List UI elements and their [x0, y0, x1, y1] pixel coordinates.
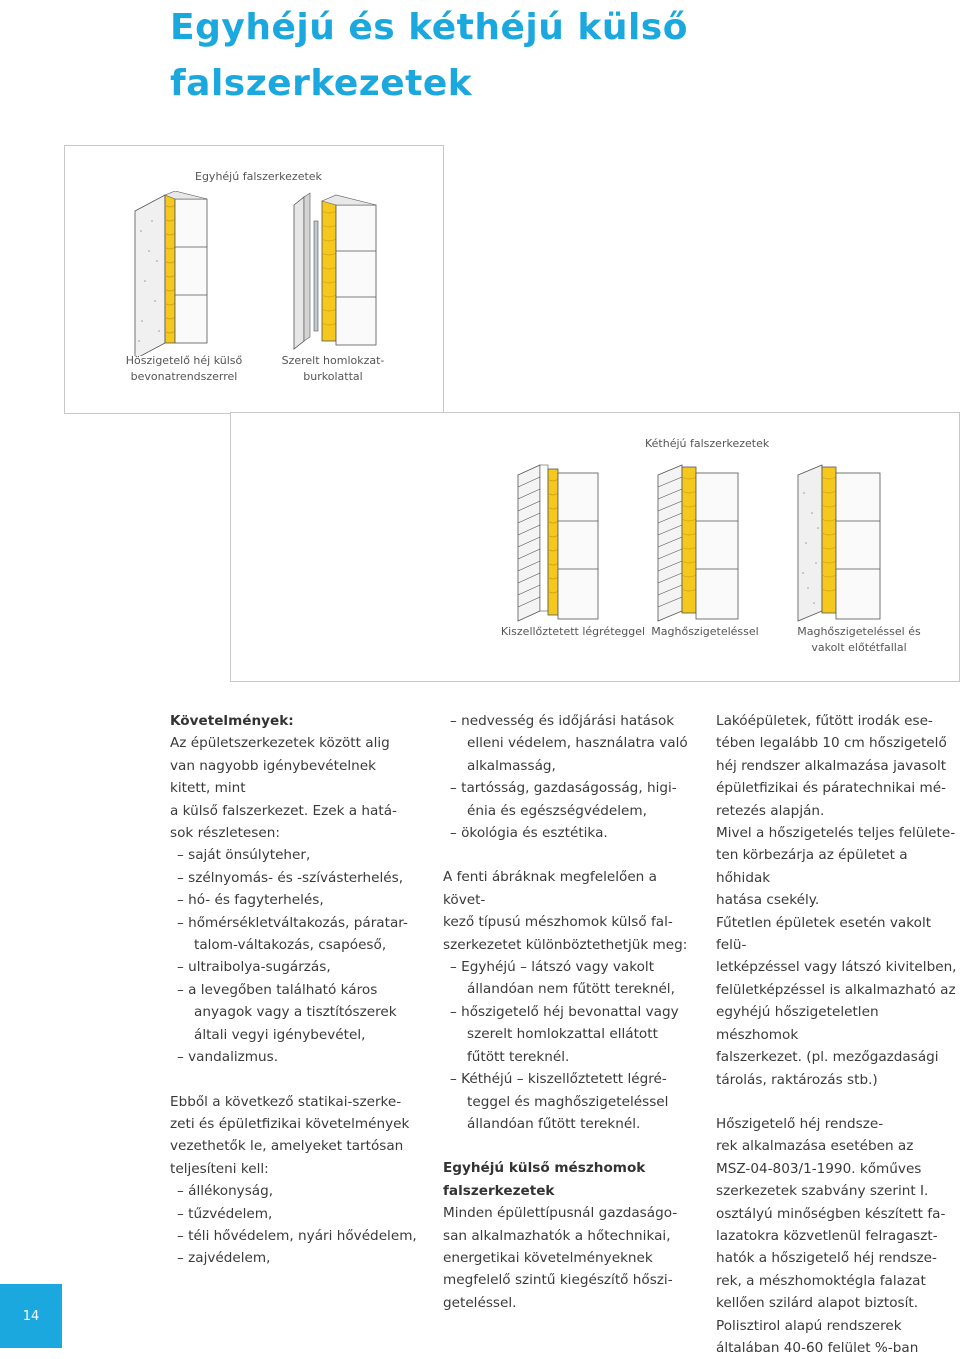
- col3-line: hatása csekély.: [716, 892, 820, 909]
- wall-diagram-ventilated: [516, 463, 606, 623]
- col1-line: teljesíteni kell:: [170, 1160, 269, 1177]
- caption-cladding-line-2: burkolattal: [303, 370, 363, 383]
- col3-line: Fűtetlen épületek esetén vakolt felü-: [716, 914, 932, 954]
- col1-line: Ebből a következő statikai-szerke-: [170, 1093, 402, 1110]
- col3-line: kellően szilárd alapot biztosít.: [716, 1295, 919, 1312]
- col2-line: szerkezetet különböztethetjük meg:: [443, 936, 688, 953]
- caption-etics-line-1: Höszigetelő héj külső: [125, 354, 243, 367]
- list-item: – hó- és fagyterhelés,: [177, 892, 324, 909]
- col3-line: Lakóépületek, fűtött irodák ese-: [716, 713, 933, 729]
- col3-line: tárolás, raktározás stb.): [716, 1071, 878, 1088]
- text-column-3: [716, 710, 960, 1359]
- page-title: [170, 0, 688, 112]
- wall-diagram-etics: [127, 191, 217, 356]
- col3-line: Mivel a hőszigetelés teljes felülete-: [716, 825, 956, 842]
- list-item: – vandalizmus.: [177, 1049, 279, 1066]
- col3-line: MSZ-04-803/1-1990. kőműves: [716, 1160, 922, 1177]
- col2-line: kező típusú mészhomok külső fal-: [443, 914, 673, 931]
- col2-line: san alkalmazhatók a hőtechnikai,: [443, 1227, 671, 1244]
- list-item: – zajvédelem,: [177, 1250, 271, 1267]
- caption-etics-line-2: bevonatrendszerrel: [130, 370, 238, 383]
- list-item: – Egyhéjú – látszó vagy vakolt állandóan nem fűtött tereknél,: [450, 959, 675, 998]
- caption-plastered-leaf: [789, 624, 929, 656]
- list-item: – Kéthéjú – kiszellőztetett légré-teggel és maghőszigeteléssel állandóan fűtött tereknél.: [450, 1071, 669, 1132]
- col3-line: lazatokra közvetlenül felragaszt-: [716, 1227, 938, 1244]
- section-heading: [443, 1157, 693, 1202]
- col1-line: Az épületszerkezetek között alig: [170, 735, 390, 752]
- col3-line: Hőszigetelő héj rendsze-: [716, 1115, 884, 1132]
- col3-line: letképzéssel vagy látszó kivitelben,: [716, 959, 957, 976]
- section-heading-line-2: falszerkezetek: [443, 1182, 555, 1199]
- list-item: – hőmérsékletváltakozás, páratar-talom-váltakozás, csapóeső,: [177, 914, 408, 954]
- list-item: – állékonyság,: [177, 1183, 274, 1200]
- col3-line: falszerkezet. (pl. mezőgazdasági: [716, 1049, 939, 1066]
- single-shell-panel: [64, 145, 444, 414]
- caption-cladding-line-1: Szerelt homlokzat-: [281, 354, 385, 367]
- col1-line: kitett, mint: [170, 780, 246, 797]
- col2-line: geteléssel.: [443, 1294, 517, 1311]
- col3-line: általában 40-60 felület %-ban: [716, 1339, 919, 1356]
- col3-line: héj rendszer alkalmazása javasolt: [716, 757, 947, 774]
- title-line-2: falszerkezetek: [170, 63, 473, 104]
- list-item: – a levegőben található káros anyagok vagy a tisztítószerek általi vegyi igénybevétel,: [177, 981, 397, 1043]
- col1-line: sok részletesen:: [170, 825, 280, 842]
- section-heading-line-1: Egyhéjú külső mészhomok: [443, 1160, 646, 1177]
- col3-line: retezés alapján.: [716, 802, 825, 819]
- list-item: – tartósság, gazdaságosság, higi-énia és egészségvédelem,: [450, 780, 677, 819]
- list-item: – ultraibolya-sugárzás,: [177, 959, 331, 976]
- col2-line: A fenti ábráknak megfelelően a követ-: [443, 869, 657, 908]
- col3-line: szerkezetek szabvány szerint I.: [716, 1183, 929, 1200]
- list-item: – nedvesség és időjárási hatások elleni védelem, használatra való alkalmasság,: [450, 713, 688, 774]
- double-shell-title: Kéthéjú falszerkezetek: [645, 437, 770, 450]
- page-number: 14: [0, 1284, 62, 1348]
- list-item: – tűzvédelem,: [177, 1205, 273, 1222]
- col2-line: megfelelő szintű kiegészítő hőszi-: [443, 1272, 673, 1289]
- col3-line: rek alkalmazása esetében az: [716, 1138, 914, 1155]
- col3-line: rek, a mészhomoktégla falazat: [716, 1272, 926, 1289]
- col1-line: zeti és épületfizikai követelmények: [170, 1115, 410, 1132]
- text-column-1: [170, 710, 420, 1270]
- col3-line: felületképzéssel is alkalmazható az: [716, 981, 956, 998]
- wall-diagram-cladding: [290, 191, 385, 356]
- list-item: – ökológia és esztétika.: [450, 825, 608, 842]
- wall-diagram-plastered-leaf: [796, 463, 891, 623]
- list-item: – téli hővédelem, nyári hővédelem,: [177, 1227, 417, 1244]
- list-item: – hőszigetelő héj bevonattal vagy szerelt homlokzattal ellátott fűtött tereknél.: [450, 1003, 679, 1065]
- col3-line: hatók a hőszigetelő héj rendsze-: [716, 1250, 937, 1267]
- single-shell-title: Egyhéjú falszerkezetek: [195, 170, 322, 183]
- title-line-1: Egyhéjú és kéthéjú külső: [170, 7, 688, 48]
- col3-line: egyhéjú hőszigeteletlen mészhomok: [716, 1004, 879, 1043]
- caption-ventilated: Kiszellőztetett légréteggel: [500, 625, 646, 638]
- col1-line: vezethetők le, amelyeket tartósan: [170, 1138, 404, 1155]
- col3-line: tében legalább 10 cm hőszigetelő: [716, 735, 947, 752]
- col3-line: Polisztirol alapú rendszerek: [716, 1317, 902, 1334]
- col1-line: van nagyobb igénybevételnek: [170, 757, 376, 774]
- col3-line: ten körbezárja az épületet a hőhidak: [716, 847, 908, 886]
- requirements-heading: Követelmények:: [170, 713, 294, 729]
- wall-diagram-core-insulation: [656, 463, 746, 623]
- caption-core-insulation: Maghőszigeteléssel: [651, 625, 759, 638]
- list-item: – szélnyomás- és -szívásterhelés,: [177, 869, 404, 886]
- text-column-2: [443, 710, 693, 1314]
- col3-line: osztályú minőségben készített fa-: [716, 1205, 946, 1222]
- col1-line: a külső falszerkezet. Ezek a hatá-: [170, 802, 397, 819]
- caption-plastered-leaf-line-2: vakolt előtétfallal: [811, 641, 907, 654]
- col2-line: energetikai követelményeknek: [443, 1249, 653, 1266]
- caption-etics: [119, 353, 249, 385]
- col2-line: Minden épülettípusnál gazdaságo-: [443, 1205, 678, 1222]
- list-item: – saját önsúlyteher,: [177, 847, 311, 864]
- caption-cladding: [273, 353, 393, 385]
- double-shell-panel: [230, 412, 960, 682]
- col3-line: épületfizikai és páratechnikai mé-: [716, 780, 947, 797]
- caption-plastered-leaf-line-1: Maghőszigeteléssel és: [797, 625, 921, 638]
